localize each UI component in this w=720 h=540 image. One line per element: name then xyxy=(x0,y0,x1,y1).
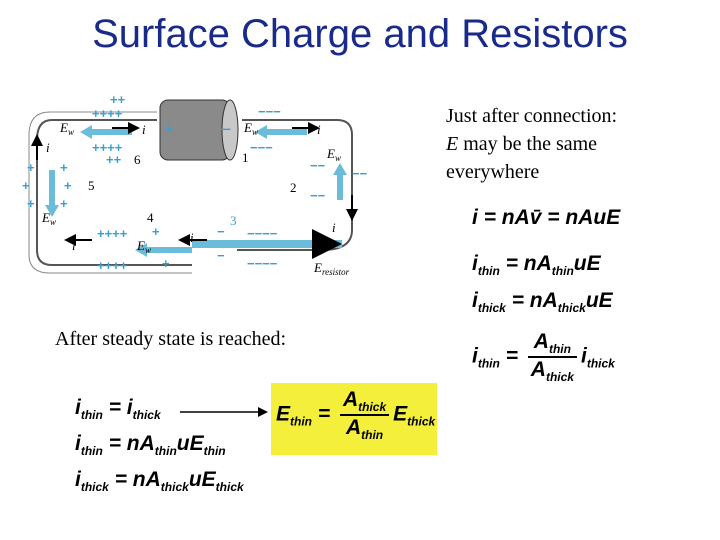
charge-neg-9: − xyxy=(217,248,225,263)
ew-label-4: $E_w$ xyxy=(42,210,56,227)
i-label-3: i xyxy=(46,140,50,155)
node-5: 5 xyxy=(88,178,95,193)
i-label-6: i xyxy=(332,220,336,235)
ew-label-5: $E_w$ xyxy=(137,238,151,255)
eresistor-label: $E_{resistor}$ xyxy=(314,260,350,277)
charge-bottom-4: + xyxy=(162,256,170,271)
charge-neg-4: −− xyxy=(310,188,326,203)
battery-plus: + xyxy=(164,119,175,139)
ew-label-2: $E_w$ xyxy=(244,120,258,137)
field-ratio-fraction: $\frac{A_{thick}}{A_{thin}}$ xyxy=(340,388,389,442)
eq-field-ratio: $E_{thin}$ = $\frac{A_{thick}}{A_{thin}}$ $E_{thick}$ xyxy=(276,388,436,442)
charge-top-3: ++++ xyxy=(92,140,123,155)
node-2: 2 xyxy=(290,180,297,195)
note-e-variable: E xyxy=(446,133,459,155)
charge-neg-7: −−−− xyxy=(247,256,278,271)
connection-note xyxy=(446,102,706,186)
charge-neg-3: −− xyxy=(310,158,326,173)
node-4: 4 xyxy=(147,210,154,225)
eq-steady-thin: $i_{thin} = nA_{thin}uE_{thin}$ xyxy=(75,432,226,458)
charge-neg-8: − xyxy=(217,224,225,239)
charge-left-3: + xyxy=(27,196,35,211)
charge-neg-5: −− xyxy=(352,166,367,181)
eq-current-thick: $i_{thick} = nA_{thick}uE$ xyxy=(472,289,613,315)
charge-neg-2: −−− xyxy=(250,140,273,155)
note-line-1: Just after connection: xyxy=(446,105,618,127)
ew-arrowhead-1 xyxy=(80,125,92,139)
eq-steady-thick: $i_{thick} = nA_{thick}uE_{thick}$ xyxy=(75,468,244,494)
charge-left-5: + xyxy=(64,178,72,193)
eq-current-ratio: $i_{thin}$ = $\frac{A_{thin}}{A_{thick}}$ $i_{thick}$ xyxy=(472,330,615,384)
node-1: 1 xyxy=(242,150,249,165)
slide-title: Surface Charge and Resistors xyxy=(92,12,628,56)
note-line-2 xyxy=(446,130,706,158)
charge-neg-6: −−−− xyxy=(247,226,278,241)
note-line-2-rest: may be the same xyxy=(458,133,598,155)
charge-bottom-2: ++++ xyxy=(97,258,128,273)
ew-label-1: $E_w$ xyxy=(60,120,74,137)
steady-state-label: After steady state is reached: xyxy=(55,328,287,350)
circuit-diagram xyxy=(22,90,367,280)
ratio-fraction: $\frac{A_{thin}}{A_{thick}}$ xyxy=(528,330,577,384)
eq-current-general: i = nAv̄ = nAuE xyxy=(472,206,621,229)
charge-left-4: + xyxy=(60,160,68,175)
charge-top-1: ++ xyxy=(110,92,126,107)
eq-current-thin: $i_{thin} = nA_{thin}uE$ xyxy=(472,252,601,278)
charge-bottom-3: + xyxy=(152,224,160,239)
eq-steady-equal-currents: $i_{thin} = i_{thick}$ xyxy=(75,396,161,422)
charge-neg-1: −−− xyxy=(258,104,281,119)
i-label-1: i xyxy=(142,122,146,137)
implies-arrow xyxy=(180,405,270,419)
ew-arrowhead-4 xyxy=(333,163,347,175)
charge-top-2: ++++ xyxy=(92,106,123,121)
i-label-4: i xyxy=(72,238,76,253)
note-line-3: everywhere xyxy=(446,161,540,183)
charge-left-2: + xyxy=(22,178,30,193)
charge-top-4: ++ xyxy=(106,152,122,167)
charge-left-1: + xyxy=(27,160,35,175)
charge-bottom-1: ++++ xyxy=(97,226,128,241)
i-label-5: i xyxy=(190,230,194,245)
i-label-2: i xyxy=(317,122,321,137)
node-6: 6 xyxy=(134,152,141,167)
battery-minus: − xyxy=(220,119,232,141)
ew-label-3: $E_w$ xyxy=(327,146,341,163)
charge-left-6: + xyxy=(60,196,68,211)
node-3: 3 xyxy=(230,213,237,228)
